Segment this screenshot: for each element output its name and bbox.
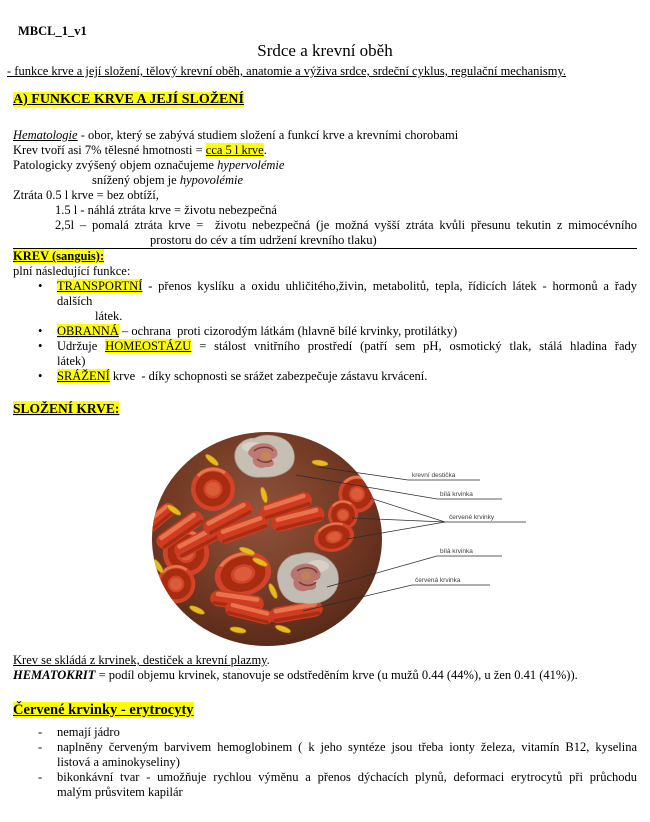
erytrocyty-item-1: nemají jádro [57,725,120,739]
obranna-rest: – ochrana proti cizorodým látkám (hlavně bílé krvinky, protilátky) [118,324,458,338]
bullet-icon: • [38,324,43,338]
hypovolemia-line [13,173,637,188]
homeostaza-line-2: látek) [57,354,86,368]
homeostaza-line-1 [57,339,637,354]
bullet-srazeni-content [57,369,637,384]
dash-icon: - [38,770,43,784]
section-funkce-body [13,128,637,248]
term-hypovolemia: hypovolémie [179,173,243,187]
bullet-obranna-content [57,324,637,339]
blood-loss-line-2: 1.5 l - náhlá ztráta krve = životu nebezpečná [55,203,277,217]
erytrocyty-item-2-line-1: naplněny červeným barvivem hemoglobinem ( k jeho syntéze jsou třeba ionty železa, vitamín B12, kyselina [57,740,637,754]
transport-rest: - přenos kyslíku a oxidu uhličitého,živin, metabolitů, tepla, řídicích látek - hormonů a řady [142,279,637,293]
section-krev-heading: KREV (sanguis): [13,249,105,263]
blood-smear-illustration [0,423,650,653]
blood-components-post: . [266,653,270,667]
erytrocyty-item-3 [57,770,637,800]
section-krev-heading-row [13,248,637,264]
krev-functions-list [13,279,637,384]
section-erytrocyty-heading: Červené krvinky - erytrocyty [13,702,194,718]
list-item [13,279,637,324]
bullet-icon: • [38,279,43,293]
blood-volume-line [13,143,637,158]
white-blood-cell [277,553,338,604]
page-title: Srdce a krevní oběh [257,41,393,60]
volume-highlight: cca 5 l krve [205,143,264,157]
krev-intro-line: plní následující funkce: [13,264,131,278]
list-item [13,770,637,800]
homeostaza-rest: = stálost vnitřního prostředí (patří sem pH, osmotický tlak, stálá hladina řady [191,339,637,353]
hematokrit-line [13,668,637,683]
transport-line-2: dalších [57,294,93,308]
blood-components-text: Krev se skládá z krvinek, destiček a krevní plazmy [13,653,267,667]
section-slozeni-heading-row [13,401,637,417]
bullet-icon: • [38,339,43,353]
hypovolemia-pre: snížený objem je [92,173,180,187]
blood-loss-line-3-cont: prostoru do cév a tím udržení krevního tlaku) [150,233,377,247]
erytrocyty-item-2 [57,740,637,770]
bullet-homeostaza-content [57,339,637,369]
homeostaza-pre: Udržuje [57,339,106,353]
blood-loss-line-1: Ztráta 0.5 l krve = bez obtíží, [13,188,159,202]
erytrocyty-list [13,725,637,800]
term-hypervolemia: hypervolémie [217,158,285,172]
dash-icon: - [38,725,43,739]
doc-version-label: MBCL_1_v1 [18,24,87,38]
figure-label-rbc-group: červené krvinky [449,514,495,521]
transport-line-1 [57,279,637,294]
hematologie-line [13,128,637,143]
hypervolemia-line [13,158,637,173]
bullet-transport-content [57,279,637,324]
term-homeostaza: HOMEOSTÁZU [105,339,192,353]
page-subtitle-text: - funkce krve a její složení, tělový krevní oběh, anatomie a výživa srdce, srdeční cyklus, regulační mechanismy. [7,64,567,78]
hypervolemia-pre: Patologicky zvýšený objem označujeme [13,158,218,172]
callout-line-rbc-1 [370,498,526,522]
hematokrit-definition: = podíl objemu krvinek, stanovuje se odstředěním krve (u mužů 0.44 (44%), u žen 0.41 (41%)). [95,668,578,682]
srazeni-rest: krve - díky schopnosti se srážet zabezpečuje zástavu krvácení. [109,369,428,383]
list-item [13,369,637,384]
page-subtitle [7,64,637,79]
figure-label-platelet: krevní destička [412,472,456,479]
erytrocyty-item-2-line-2: listová a aminokyseliny) [57,755,180,769]
figure-label-rbc-single: červená krvinka [415,577,461,584]
blood-components-line [13,653,637,668]
blood-smear-figure [0,423,650,653]
term-srazeni: SRÁŽENÍ [57,369,110,383]
figure-label-wbc-bottom: bílá krvinka [440,548,473,555]
white-blood-cell [235,435,295,477]
blood-loss-line-3: 2,5l – pomalá ztráta krve = životu nebezpečná (je možná vyšší ztráta kvůli přesunu tekutin z mimocévního [55,218,637,232]
figure-labels [412,472,495,584]
list-item [13,339,637,369]
transport-line-3: látek. [95,309,123,323]
list-item [13,740,637,770]
list-item [13,324,637,339]
volume-pre: Krev tvoří asi 7% tělesné hmotnosti = [13,143,206,157]
term-hematologie: Hematologie [13,128,78,142]
section-slozeni-heading: SLOŽENÍ KRVE: [13,401,120,416]
section-erytrocyty-heading-row [13,701,637,719]
list-item [13,725,637,740]
figure-label-wbc-top: bílá krvinka [440,491,473,498]
section-funkce-heading-row [13,92,637,108]
hematologie-definition: - obor, který se zabývá studiem složení a funkcí krve a krevními chorobami [77,128,459,142]
term-transportni: TRANSPORTNÍ [57,279,143,293]
term-obranna: OBRANNÁ [57,324,119,338]
bullet-icon: • [38,369,43,383]
term-hematokrit: HEMATOKRIT [13,668,96,682]
dash-icon: - [38,740,43,754]
volume-post: . [263,143,267,157]
erytrocyty-item-3-line-2: malým průsvitem kapilár [57,785,183,799]
red-blood-cell [191,467,235,511]
erytrocyty-item-3-line-1: bikonkávní tvar - umožňuje rychlou výměnu a přenos dýchacích plynů, deformaci erytrocytů při průchodu [57,770,637,784]
section-funkce-heading: A) FUNKCE KRVE A JEJÍ SLOŽENÍ [13,92,244,107]
